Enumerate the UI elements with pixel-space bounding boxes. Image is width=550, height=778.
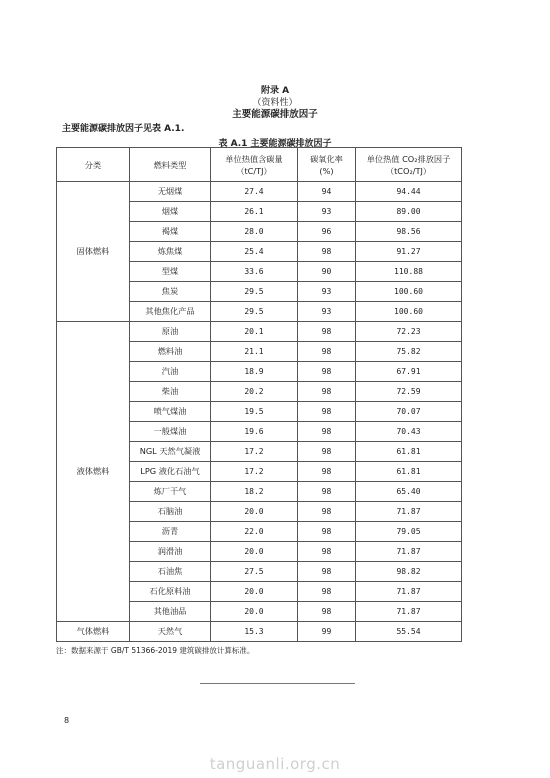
emission-factor-cell: 72.23 [356, 322, 462, 342]
category-cell: 气体燃料 [57, 622, 130, 642]
carbon-content-cell: 20.0 [211, 582, 298, 602]
carbon-content-cell: 18.9 [211, 362, 298, 382]
table-row [57, 182, 462, 202]
oxidation-rate-cell: 98 [298, 522, 356, 542]
emission-factor-cell: 61.81 [356, 462, 462, 482]
oxidation-rate-cell: 94 [298, 182, 356, 202]
carbon-content-cell: 29.5 [211, 302, 298, 322]
fuel-type-cell: LPG 液化石油气 [130, 462, 211, 482]
fuel-type-cell: NGL 天然气凝液 [130, 442, 211, 462]
carbon-content-cell: 15.3 [211, 622, 298, 642]
fuel-type-cell: 型煤 [130, 262, 211, 282]
emission-factor-cell: 100.60 [356, 302, 462, 322]
fuel-type-cell: 褐煤 [130, 222, 211, 242]
footer-divider [200, 683, 355, 684]
oxidation-rate-cell: 98 [298, 582, 356, 602]
carbon-content-cell: 19.5 [211, 402, 298, 422]
emission-factor-cell: 71.87 [356, 542, 462, 562]
carbon-content-cell: 18.2 [211, 482, 298, 502]
emission-factor-cell: 98.56 [356, 222, 462, 242]
header-carbon-content-line2: （tC/TJ） [236, 165, 272, 176]
carbon-content-cell: 20.2 [211, 382, 298, 402]
table-row [57, 622, 462, 642]
carbon-content-cell: 33.6 [211, 262, 298, 282]
oxidation-rate-cell: 98 [298, 542, 356, 562]
header-fuel-type: 燃料类型 [130, 148, 211, 182]
category-cell: 液体燃料 [57, 322, 130, 622]
emission-factor-cell: 110.88 [356, 262, 462, 282]
fuel-type-cell: 天然气 [130, 622, 211, 642]
fuel-type-cell: 一般煤油 [130, 422, 211, 442]
header-emission-line1: 单位热值 CO₂排放因子 [366, 153, 451, 164]
fuel-type-cell: 柴油 [130, 382, 211, 402]
emission-factor-cell: 89.00 [356, 202, 462, 222]
oxidation-rate-cell: 98 [298, 242, 356, 262]
carbon-content-cell: 20.1 [211, 322, 298, 342]
carbon-content-cell: 27.4 [211, 182, 298, 202]
fuel-type-cell: 燃料油 [130, 342, 211, 362]
oxidation-rate-cell: 98 [298, 402, 356, 422]
header-oxidation-line2: (%) [319, 165, 334, 176]
oxidation-rate-cell: 98 [298, 602, 356, 622]
oxidation-rate-cell: 98 [298, 462, 356, 482]
header-carbon-content-line1: 单位热值含碳量 [225, 153, 283, 164]
emission-factor-cell: 72.59 [356, 382, 462, 402]
fuel-type-cell: 焦炭 [130, 282, 211, 302]
emission-factor-cell: 67.91 [356, 362, 462, 382]
fuel-type-cell: 润滑油 [130, 542, 211, 562]
oxidation-rate-cell: 98 [298, 502, 356, 522]
watermark: tanguanli.org.cn [209, 755, 341, 773]
carbon-content-cell: 26.1 [211, 202, 298, 222]
oxidation-rate-cell: 98 [298, 562, 356, 582]
emission-factor-cell: 94.44 [356, 182, 462, 202]
fuel-type-cell: 其他油品 [130, 602, 211, 622]
page-title: 主要能源碳排放因子 [232, 109, 318, 120]
table-header-row [57, 148, 462, 182]
fuel-type-cell: 其他焦化产品 [130, 302, 211, 322]
emission-factor-cell: 79.05 [356, 522, 462, 542]
emission-factor-cell: 70.43 [356, 422, 462, 442]
appendix-nature: （资料性） [252, 98, 298, 108]
fuel-type-cell: 烟煤 [130, 202, 211, 222]
oxidation-rate-cell: 98 [298, 422, 356, 442]
fuel-type-cell: 汽油 [130, 362, 211, 382]
oxidation-rate-cell: 98 [298, 442, 356, 462]
oxidation-rate-cell: 98 [298, 362, 356, 382]
carbon-content-cell: 22.0 [211, 522, 298, 542]
fuel-type-cell: 原油 [130, 322, 211, 342]
header-oxidation-rate [298, 148, 356, 182]
appendix-label: 附录 A [260, 86, 290, 96]
header-carbon-content [211, 148, 298, 182]
emission-factor-cell: 71.87 [356, 502, 462, 522]
category-cell: 固体燃料 [57, 182, 130, 322]
emission-factor-cell: 71.87 [356, 602, 462, 622]
fuel-type-cell: 沥青 [130, 522, 211, 542]
emission-factor-cell: 70.07 [356, 402, 462, 422]
carbon-content-cell: 29.5 [211, 282, 298, 302]
carbon-content-cell: 20.0 [211, 542, 298, 562]
emission-factor-cell: 71.87 [356, 582, 462, 602]
oxidation-rate-cell: 98 [298, 342, 356, 362]
fuel-type-cell: 无烟煤 [130, 182, 211, 202]
intro-text: 主要能源碳排放因子见表 A.1. [62, 124, 185, 134]
header-category: 分类 [57, 148, 130, 182]
oxidation-rate-cell: 98 [298, 322, 356, 342]
footnote: 注：数据来源于 GB/T 51366-2019 建筑碳排放计算标准。 [56, 646, 255, 655]
emission-factor-cell: 61.81 [356, 442, 462, 462]
oxidation-rate-cell: 99 [298, 622, 356, 642]
oxidation-rate-cell: 98 [298, 382, 356, 402]
oxidation-rate-cell: 93 [298, 202, 356, 222]
carbon-content-cell: 21.1 [211, 342, 298, 362]
oxidation-rate-cell: 93 [298, 282, 356, 302]
carbon-content-cell: 28.0 [211, 222, 298, 242]
carbon-content-cell: 17.2 [211, 462, 298, 482]
fuel-type-cell: 石油焦 [130, 562, 211, 582]
fuel-type-cell: 炼焦煤 [130, 242, 211, 262]
oxidation-rate-cell: 93 [298, 302, 356, 322]
oxidation-rate-cell: 96 [298, 222, 356, 242]
emission-factor-cell: 75.82 [356, 342, 462, 362]
carbon-content-cell: 20.0 [211, 602, 298, 622]
header-emission-factor [356, 148, 462, 182]
fuel-type-cell: 石化原料油 [130, 582, 211, 602]
carbon-content-cell: 20.0 [211, 502, 298, 522]
emission-factor-cell: 65.40 [356, 482, 462, 502]
carbon-content-cell: 17.2 [211, 442, 298, 462]
emission-factor-cell: 98.82 [356, 562, 462, 582]
fuel-type-cell: 石脑油 [130, 502, 211, 522]
fuel-type-cell: 炼厂干气 [130, 482, 211, 502]
oxidation-rate-cell: 90 [298, 262, 356, 282]
page-number: 8 [64, 716, 70, 725]
header-emission-line2: （tCO₂/TJ） [385, 165, 432, 176]
table-row [57, 322, 462, 342]
emission-factor-cell: 91.27 [356, 242, 462, 262]
carbon-content-cell: 25.4 [211, 242, 298, 262]
fuel-type-cell: 喷气煤油 [130, 402, 211, 422]
carbon-content-cell: 19.6 [211, 422, 298, 442]
emission-factor-table [56, 147, 462, 642]
table-body [57, 182, 462, 642]
emission-factor-cell: 100.60 [356, 282, 462, 302]
emission-factor-cell: 55.54 [356, 622, 462, 642]
table-caption: 表 A.1 主要能源碳排放因子 [218, 139, 332, 149]
header-oxidation-line1: 碳氧化率 [310, 153, 343, 164]
carbon-content-cell: 27.5 [211, 562, 298, 582]
oxidation-rate-cell: 98 [298, 482, 356, 502]
